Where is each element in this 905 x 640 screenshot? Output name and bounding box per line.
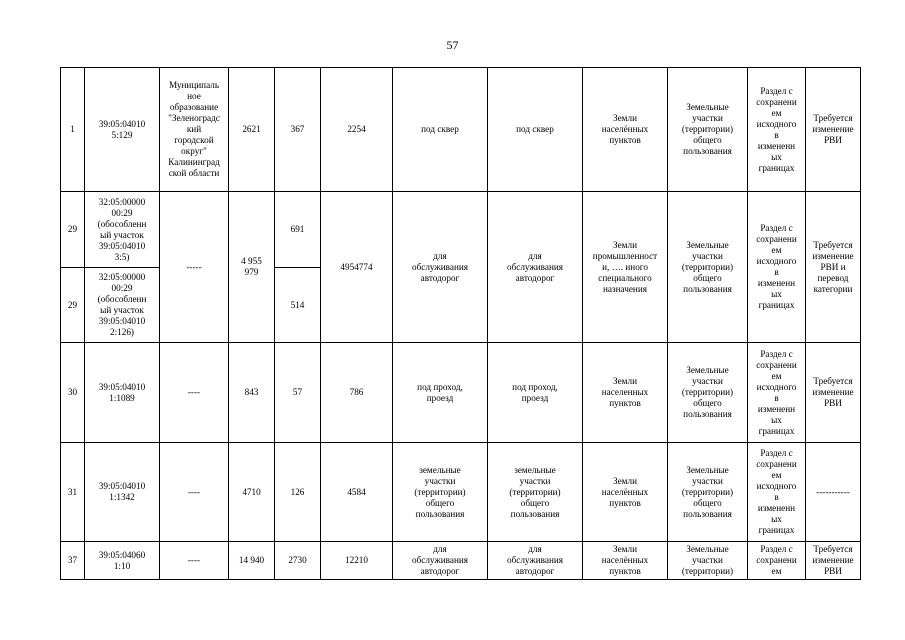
use-new: для обслуживания автодорог [488, 192, 583, 343]
area-total: 4 955 979 [229, 192, 275, 343]
area-part: 691 [275, 192, 321, 268]
note: Требуется изменение РВИ и перевод категории [806, 192, 861, 343]
area-rest: 4954774 [321, 192, 393, 343]
owner: Муниципаль ное образование "Зеленоградс кий городской округ" Калининград ской области [160, 68, 229, 192]
area-rest: 4584 [321, 443, 393, 542]
zone: Земельные участки (территории) общего пользования [668, 192, 748, 343]
cadastral-number: 32:05:00000 00:29 (обособленн ый участок 39:05:04010 3:5) [85, 192, 160, 268]
owner: ---- [160, 443, 229, 542]
cadastral-number: 39:05:04010 1:1342 [85, 443, 160, 542]
use-current: для обслуживания автодорог [393, 192, 488, 343]
cadastral-number: 32:05:00000 00:29 (обособленн ый участок 39:05:04010 2:126) [85, 268, 160, 343]
table-row [61, 443, 861, 542]
area-part: 2730 [275, 542, 321, 580]
use-current: земельные участки (территории) общего пользования [393, 443, 488, 542]
table-row [61, 192, 861, 268]
land-category: Земли населённых пунктов [583, 68, 668, 192]
area-rest: 2254 [321, 68, 393, 192]
land-plots-table [60, 67, 861, 580]
area-rest: 786 [321, 343, 393, 443]
area-total: 14 940 [229, 542, 275, 580]
division-method: Раздел с сохранени ем исходного в измененн ых границах [748, 443, 806, 542]
row-number: 29 [61, 192, 85, 268]
zone: Земельные участки (территории) общего пользования [668, 443, 748, 542]
row-number: 30 [61, 343, 85, 443]
area-total: 2621 [229, 68, 275, 192]
row-number: 31 [61, 443, 85, 542]
area-total: 843 [229, 343, 275, 443]
zone: Земельные участки (территории) общего пользования [668, 68, 748, 192]
row-number: 37 [61, 542, 85, 580]
area-rest: 12210 [321, 542, 393, 580]
note: Требуется изменение РВИ [806, 68, 861, 192]
division-method: Раздел с сохранени ем исходного в измененн ых границах [748, 192, 806, 343]
use-current: под проход, проезд [393, 343, 488, 443]
row-number: 29 [61, 268, 85, 343]
use-new: земельные участки (территории) общего пользования [488, 443, 583, 542]
page-number: 57 [446, 38, 459, 52]
use-new: под сквер [488, 68, 583, 192]
use-new: для обслуживания автодорог [488, 542, 583, 580]
owner: ---- [160, 343, 229, 443]
note: Требуется изменение РВИ [806, 343, 861, 443]
division-method: Раздел с сохранени ем [748, 542, 806, 580]
row-number: 1 [61, 68, 85, 192]
zone: Земельные участки (территории) общего пользования [668, 343, 748, 443]
table-row [61, 343, 861, 443]
zone: Земельные участки (территории) [668, 542, 748, 580]
area-part: 57 [275, 343, 321, 443]
note: ----------- [806, 443, 861, 542]
use-current: для обслуживания автодорог [393, 542, 488, 580]
land-category: Земли населённых пунктов [583, 542, 668, 580]
cadastral-number: 39:05:04010 1:1089 [85, 343, 160, 443]
area-part: 126 [275, 443, 321, 542]
table-row [61, 542, 861, 580]
area-part: 514 [275, 268, 321, 343]
land-category: Земли населённых пунктов [583, 443, 668, 542]
area-part: 367 [275, 68, 321, 192]
note: Требуется изменение РВИ [806, 542, 861, 580]
owner: ---- [160, 542, 229, 580]
owner: ----- [160, 192, 229, 343]
area-total: 4710 [229, 443, 275, 542]
land-category: Земли промышленност и, …. иного специального назначения [583, 192, 668, 343]
table-row [61, 68, 861, 192]
use-current: под сквер [393, 68, 488, 192]
division-method: Раздел с сохранени ем исходного в измененн ых границах [748, 343, 806, 443]
cadastral-number: 39:05:04010 5:129 [85, 68, 160, 192]
use-new: под проход, проезд [488, 343, 583, 443]
division-method: Раздел с сохранени ем исходного в измененн ых границах [748, 68, 806, 192]
cadastral-number: 39:05:04060 1:10 [85, 542, 160, 580]
land-category: Земли населенных пунктов [583, 343, 668, 443]
